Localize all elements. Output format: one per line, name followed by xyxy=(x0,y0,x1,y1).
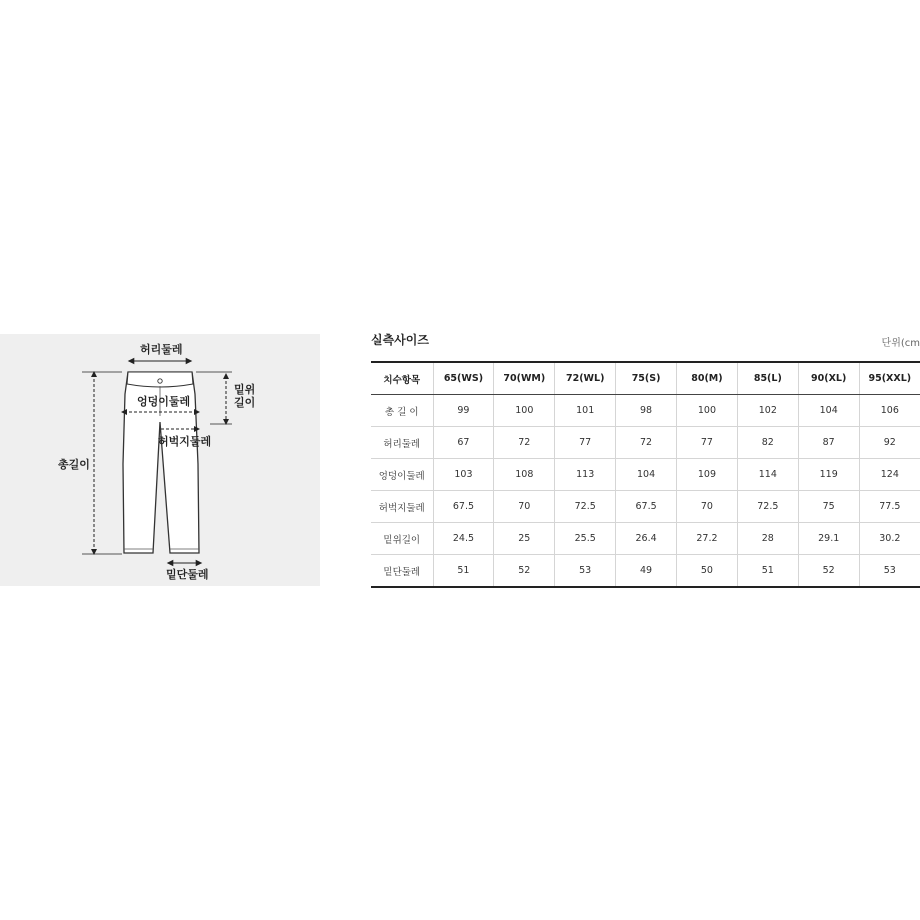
table-cell: 87 xyxy=(798,427,859,459)
corner-header: 치수항목 xyxy=(371,362,433,395)
table-cell: 124 xyxy=(859,459,920,491)
waistband xyxy=(127,372,193,387)
column-header: 90(XL) xyxy=(798,362,859,395)
table-cell: 72 xyxy=(616,427,677,459)
column-header: 70(WM) xyxy=(494,362,555,395)
thigh-label: 허벅지둘레 xyxy=(158,435,212,448)
table-cell: 30.2 xyxy=(859,523,920,555)
row-label: 총 길 이 xyxy=(371,395,433,427)
table-cell: 53 xyxy=(555,555,616,588)
table-cell: 72.5 xyxy=(555,491,616,523)
row-label: 밑위길이 xyxy=(371,523,433,555)
table-cell: 70 xyxy=(677,491,738,523)
table-row xyxy=(371,523,920,555)
table-cell: 53 xyxy=(859,555,920,588)
table-cell: 75 xyxy=(798,491,859,523)
table-cell: 103 xyxy=(433,459,494,491)
table-cell: 77.5 xyxy=(859,491,920,523)
unit-label: 단위(cm xyxy=(881,338,920,349)
table-cell: 109 xyxy=(677,459,738,491)
table-cell: 51 xyxy=(737,555,798,588)
row-label: 허벅지둘레 xyxy=(371,491,433,523)
rise-label-line1: 밑위 xyxy=(234,383,256,396)
column-header: 75(S) xyxy=(616,362,677,395)
table-cell: 102 xyxy=(737,395,798,427)
table-cell: 25.5 xyxy=(555,523,616,555)
table-cell: 51 xyxy=(433,555,494,588)
table-cell: 25 xyxy=(494,523,555,555)
table-cell: 77 xyxy=(555,427,616,459)
table-cell: 26.4 xyxy=(616,523,677,555)
size-table-header-row xyxy=(371,362,920,395)
size-table xyxy=(371,361,920,588)
table-cell: 100 xyxy=(494,395,555,427)
table-row xyxy=(371,555,920,588)
column-header: 72(WL) xyxy=(555,362,616,395)
table-cell: 67.5 xyxy=(433,491,494,523)
rise-label-line2: 길이 xyxy=(234,396,256,409)
table-cell: 106 xyxy=(859,395,920,427)
table-cell: 70 xyxy=(494,491,555,523)
column-header: 80(M) xyxy=(677,362,738,395)
row-label: 밑단둘레 xyxy=(371,555,433,588)
table-cell: 92 xyxy=(859,427,920,459)
table-cell: 24.5 xyxy=(433,523,494,555)
table-cell: 108 xyxy=(494,459,555,491)
table-cell: 50 xyxy=(677,555,738,588)
hem-label: 밑단둘레 xyxy=(166,568,209,581)
table-cell: 100 xyxy=(677,395,738,427)
table-cell: 27.2 xyxy=(677,523,738,555)
table-cell: 29.1 xyxy=(798,523,859,555)
table-cell: 49 xyxy=(616,555,677,588)
table-cell: 28 xyxy=(737,523,798,555)
table-cell: 104 xyxy=(798,395,859,427)
table-cell: 101 xyxy=(555,395,616,427)
column-header: 85(L) xyxy=(737,362,798,395)
row-label: 허리둘레 xyxy=(371,427,433,459)
pants-illustration xyxy=(0,334,320,586)
table-row xyxy=(371,491,920,523)
table-cell: 77 xyxy=(677,427,738,459)
table-cell: 52 xyxy=(798,555,859,588)
size-section-title: 실측사이즈 xyxy=(371,333,429,347)
column-header: 95(XXL) xyxy=(859,362,920,395)
table-row xyxy=(371,395,920,427)
table-row xyxy=(371,427,920,459)
table-cell: 104 xyxy=(616,459,677,491)
hip-label: 엉덩이둘레 xyxy=(137,395,191,408)
table-cell: 82 xyxy=(737,427,798,459)
column-header: 65(WS) xyxy=(433,362,494,395)
table-cell: 52 xyxy=(494,555,555,588)
table-cell: 67.5 xyxy=(616,491,677,523)
table-cell: 72.5 xyxy=(737,491,798,523)
table-cell: 119 xyxy=(798,459,859,491)
table-cell: 113 xyxy=(555,459,616,491)
table-cell: 98 xyxy=(616,395,677,427)
table-cell: 114 xyxy=(737,459,798,491)
total-length-label: 총길이 xyxy=(58,458,90,471)
row-label: 엉덩이둘레 xyxy=(371,459,433,491)
table-cell: 99 xyxy=(433,395,494,427)
table-cell: 67 xyxy=(433,427,494,459)
table-cell: 72 xyxy=(494,427,555,459)
pants-diagram-panel xyxy=(0,334,320,586)
waist-label: 허리둘레 xyxy=(140,343,183,356)
table-row xyxy=(371,459,920,491)
